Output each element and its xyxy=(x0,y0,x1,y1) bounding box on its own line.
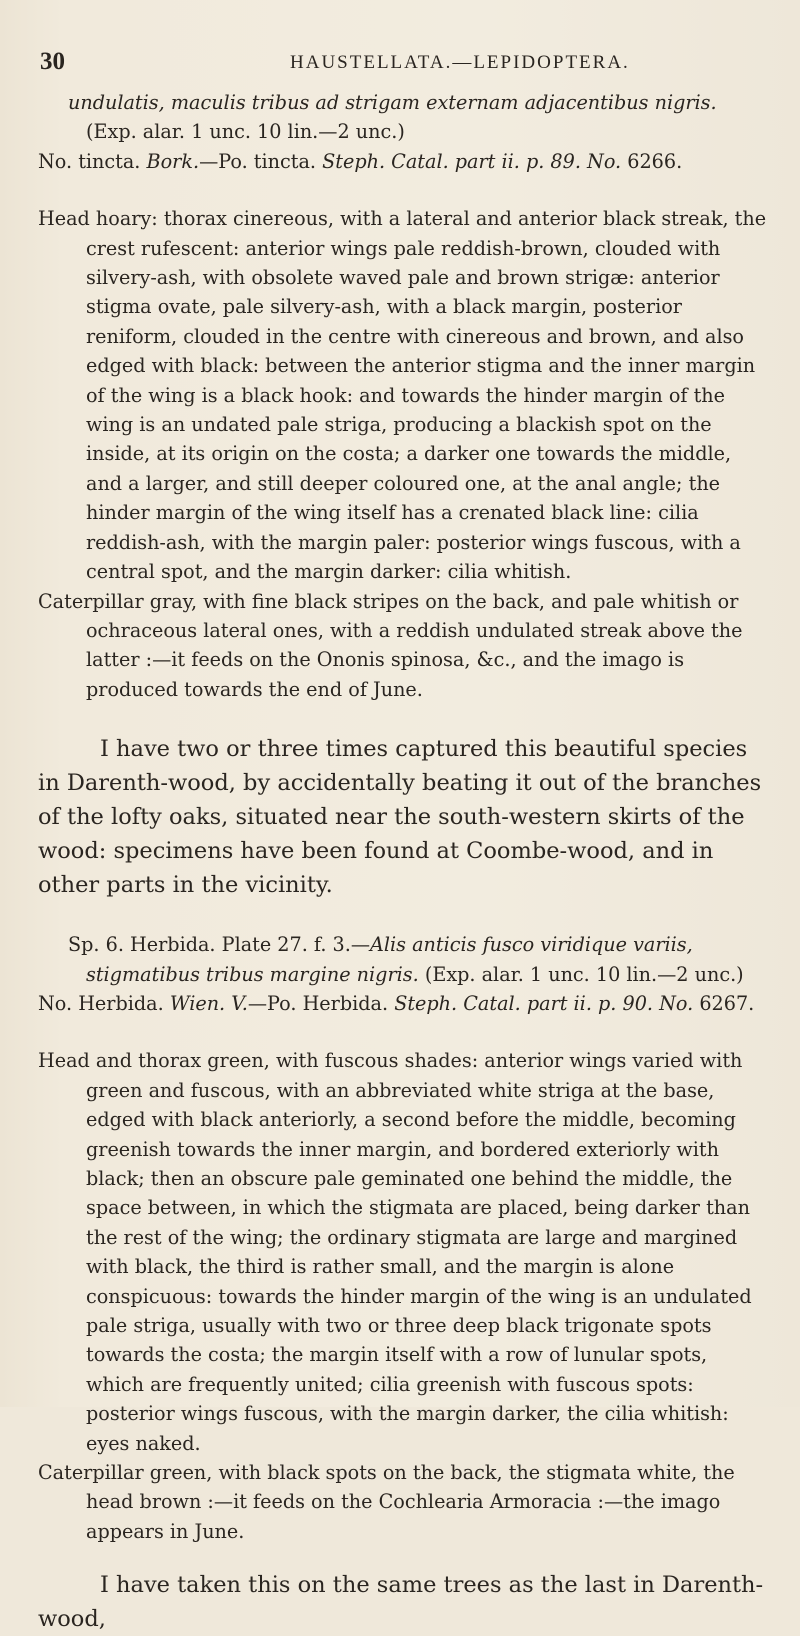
synonym-author: Bork. xyxy=(146,149,200,173)
plate-reference: Plate 27. f. 3.— xyxy=(221,933,371,957)
synonym-name: No. Herbida. xyxy=(38,991,164,1015)
page-header xyxy=(40,48,760,88)
imago-description: Head and thorax green, with fuscous shades: anterior wings varied with green and fuscous, with an abbreviated white striga at the base, edged with black anteriorly, a second before the middle, becoming greenish towards the inner margin, and bordered exteriorly with black; then an obscure pale geminated one behind the middle, the space between, in which the stigmata are placed, being darker than the rest of the wing; the ordinary stigmata are large and margined with black, the third is rather small, and the margin is alone conspicuous: towards the hinder margin of the wing is an undulated pale striga, usually with two or three deep black trigonate spots towards the costa; the margin itself with a row of lunular spots, which are frequently united; cilia greenish with fuscous spots: posterior wings fuscous, with the margin darker, the cilia whitish: eyes naked. xyxy=(38,1049,752,1455)
synonymy-line xyxy=(38,989,768,1018)
author-note: I have taken this on the same trees as the last in Darenth-wood, xyxy=(38,1572,764,1633)
species-number: Sp. 6. Herbida. xyxy=(68,933,216,957)
catalogue-reference: Steph. Catal. part ii. p. 89. No. xyxy=(322,149,622,173)
imago-description: Head hoary: thorax cinereous, with a lateral and anterior black streak, the crest rufescent: anterior wings pale reddish-brown, clouded with silvery-ash, with obsolete waved pale and brown strigæ: anterior stigma ovate, pale silvery-ash, with a black margin, posterior reniform, clouded in the centre with cinereous and brown, and also edged with black: between the anterior stigma and the inner margin of the wing is a black hook: and towards the hinder margin of the wing is an undated pale striga, producing a blackish spot on the inside, at its origin on the costa; a darker one towards the middle, and a larger, and still deeper coloured one, at the anal angle; the hinder margin of the wing itself has a crenated black line: cilia reddish-ash, with the margin paler: posterior wings fuscous, with a central spot, and the margin darker: cilia whitish. xyxy=(38,207,767,584)
measure: (Exp. alar. 1 unc. 10 lin.—2 unc.) xyxy=(86,120,405,144)
catalogue-number: 6266. xyxy=(627,149,683,173)
synonym-name: No. tincta. xyxy=(38,149,141,173)
latin-diagnosis: undulatis, maculis tribus ad strigam externam adjacentibus nigris. xyxy=(68,91,717,114)
measure: (Exp. alar. 1 unc. 10 lin.—2 unc.) xyxy=(424,962,744,986)
species-heading xyxy=(38,930,768,989)
caterpillar-description: Caterpillar green, with black spots on the back, the stigmata white, the head brown :—it feeds on the Cochlearia Armoracia :—the imago appears in June. xyxy=(38,1461,735,1543)
synonymy-line xyxy=(38,147,768,176)
continuation-diagnosis xyxy=(38,88,768,147)
latin-diagnosis: Alis anticis fusco viridique variis, stigmatibus tribus margine nigris. xyxy=(86,933,693,986)
synonym-author: Wien. V. xyxy=(169,991,248,1015)
caterpillar-description: Caterpillar gray, with fine black stripes on the back, and pale whitish or ochraceous lateral ones, with a reddish undulated streak above the latter :—it feeds on the Ononis spinosa, &c., and the imago is produced towards the end of June. xyxy=(38,589,743,701)
author-note: I have two or three times captured this beautiful species in Darenth-wood, by accidentally beating it out of the branches of the lofty oaks, situated near the south-western skirts of the wood: specimens have been found at Coombe-wood, and in other parts in the vicinity. xyxy=(38,736,762,899)
synonym-name: —Po. Herbida. xyxy=(247,991,389,1015)
synonym-name: —Po. tincta. xyxy=(199,149,317,173)
catalogue-reference: Steph. Catal. part ii. p. 90. No. xyxy=(394,991,694,1015)
page-number: 30 xyxy=(40,48,65,75)
running-title: HAUSTELLATA.—LEPIDOPTERA. xyxy=(290,52,630,73)
catalogue-number: 6267. xyxy=(699,991,755,1015)
page-body xyxy=(38,88,768,1636)
